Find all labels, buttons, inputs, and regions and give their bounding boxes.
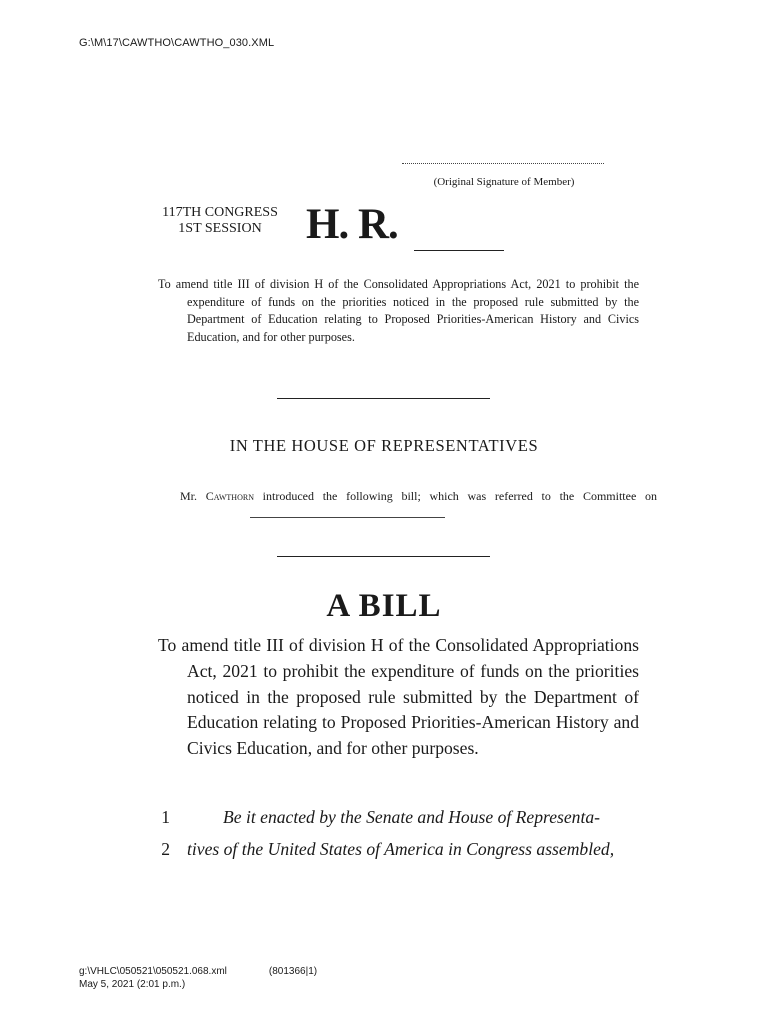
- sponsor-prefix: Mr.: [180, 489, 206, 503]
- footer: [79, 965, 317, 991]
- bill-label: H. R.: [306, 201, 398, 248]
- enacting-clause-text: Be it enacted by the Senate and House of Representa-: [223, 807, 601, 827]
- short-title: To amend title III of division H of the Consolidated Appropriations Act, 2021 to prohibit the expenditure of funds on the priorities noticed in the proposed rule submitted by the Department of Education relating to Proposed Priorities-American History and Civics Education, and for other purposes.: [158, 277, 639, 344]
- house-heading: IN THE HOUSE OF REPRESENTATIVES: [229, 436, 539, 455]
- enacting-clause-text: tives of the United States of America in Congress assembled,: [187, 839, 615, 859]
- signature-line: [402, 163, 604, 164]
- committee-blank: [250, 506, 445, 518]
- file-path: G:\M\17\CAWTHO\CAWTHO_030.XML: [79, 37, 275, 49]
- a-bill-heading: A BILL: [326, 588, 442, 624]
- introduction-statement: [180, 488, 657, 523]
- congress-line: 117TH CONGRESS: [162, 205, 278, 220]
- line-number: 2: [161, 839, 170, 859]
- footer-file: g:\VHLC\050521\050521.068.xml: [79, 966, 227, 977]
- footer-date: May 5, 2021 (2:01 p.m.): [79, 979, 186, 990]
- bill-number-blank: [414, 250, 504, 251]
- divider-rule-top: [277, 398, 490, 399]
- sponsor-name: Cawthorn: [205, 489, 254, 503]
- session-line: 1ST SESSION: [178, 221, 262, 236]
- divider-rule-bottom: [277, 556, 490, 557]
- signature-caption: (Original Signature of Member): [433, 176, 575, 188]
- footer-code: (801366|1): [268, 966, 318, 977]
- congress-session-block: [150, 205, 290, 237]
- line-number: 1: [161, 807, 170, 827]
- introduction-text: introduced the following bill; which was referred to the Committee on: [253, 489, 657, 503]
- long-title: To amend title III of division H of the Consolidated Appropriations Act, 2021 to prohibit the expenditure of funds on the priorities noticed in the proposed rule submitted by the Department of Education relating to Proposed Priorities-American History and Civics Education, and for other purposes.: [158, 635, 639, 759]
